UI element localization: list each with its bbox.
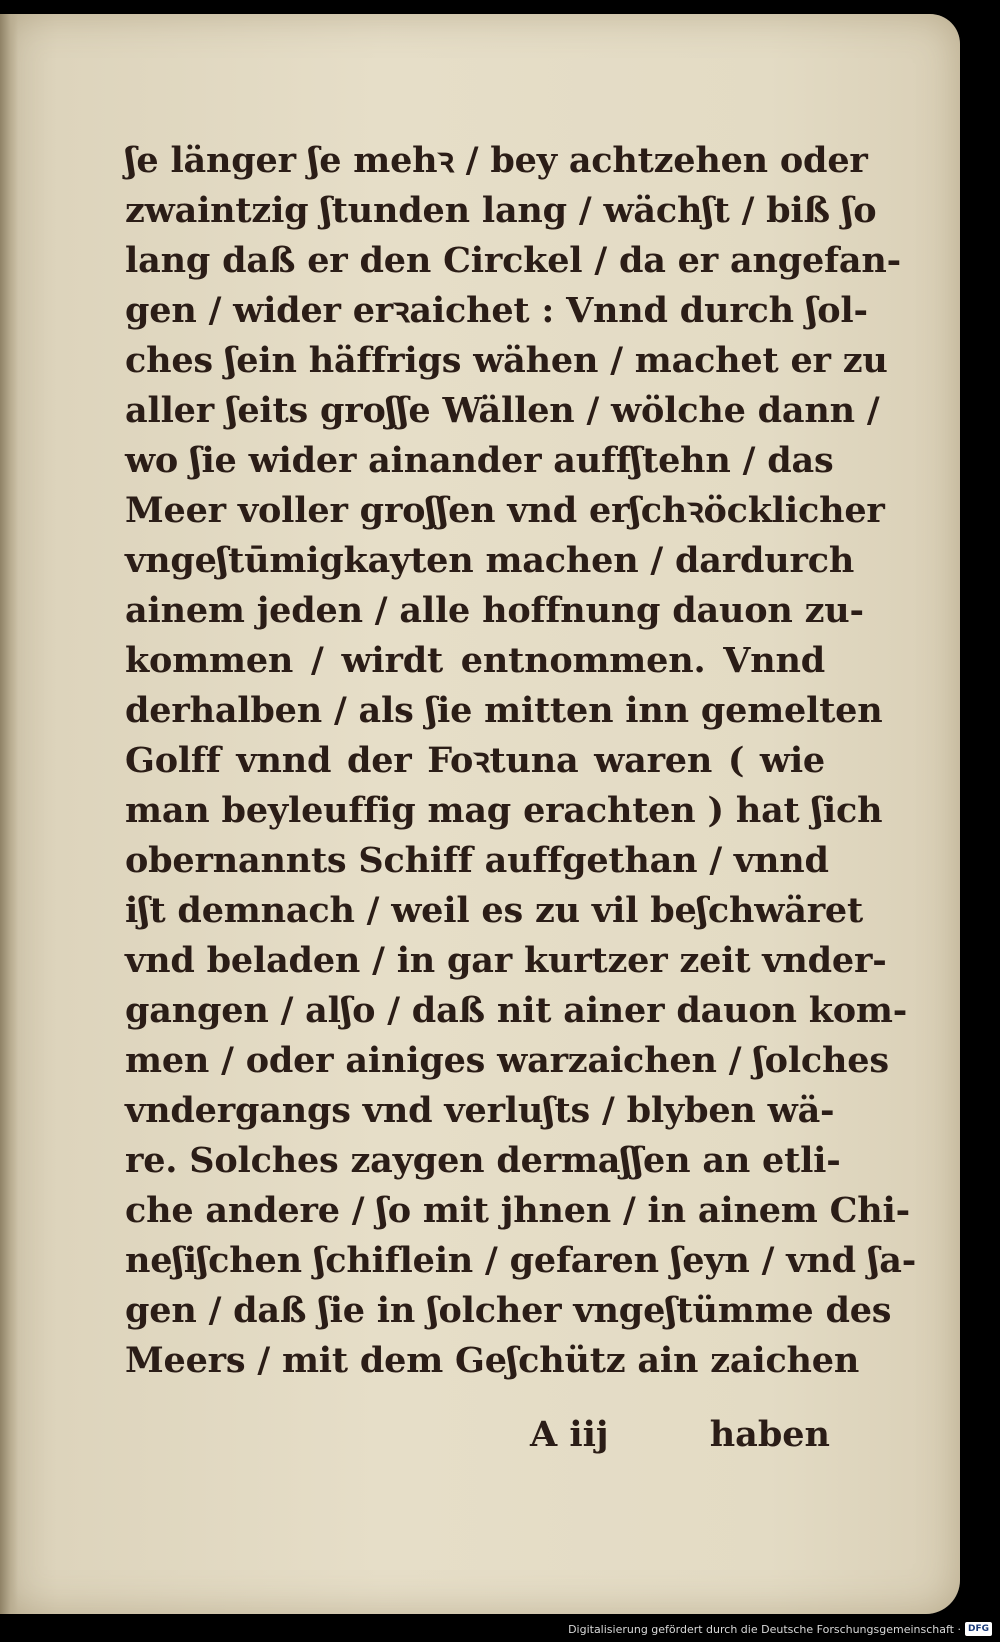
dfg-logo-icon: DFG xyxy=(965,1622,992,1636)
text-line: aller ʃeits groʃʃe Wällen / wölche dann / xyxy=(125,390,880,431)
footer-credit-text: Digitalisierung gefördert durch die Deutsche Forschungsgemeinschaft · xyxy=(568,1622,961,1636)
text-line: vnd beladen / in gar kurtzer zeit vnder- xyxy=(125,940,887,981)
page-text-block xyxy=(125,136,917,1386)
text-line: derhalben / als ʃie mitten inn gemelten xyxy=(125,690,883,731)
text-line: Golff vnnd der Foꝛtuna waren ( wie xyxy=(125,740,825,781)
text-line: ʃe länger ʃe mehꝛ / bey achtzehen oder xyxy=(125,140,868,181)
text-line: man beyleuffig mag erachten ) hat ʃich xyxy=(125,790,883,831)
text-line: che andere / ʃo mit jhnen / in ainem Chi- xyxy=(125,1190,910,1231)
text-line: re. Solches zaygen dermaʃʃen an etli- xyxy=(125,1140,841,1181)
text-line: kommen / wirdt entnommen. Vnnd xyxy=(125,640,825,681)
text-line: iʃt demnach / weil es zu vil beʃchwäret xyxy=(125,890,863,931)
catchword: haben xyxy=(709,1414,830,1455)
digitization-footer xyxy=(568,1618,992,1640)
text-line: gen / wider erꝛaichet : Vnnd durch ʃol- xyxy=(125,290,868,331)
text-line: vndergangs vnd verluʃts / blyben wä- xyxy=(125,1090,835,1131)
text-line: zwaintzig ʃtunden lang / wächʃt / biß ʃo xyxy=(125,190,877,231)
text-line: wo ʃie wider ainander auffʃtehn / das xyxy=(125,440,834,481)
signature-mark: A iij xyxy=(530,1414,609,1455)
text-line: ainem jeden / alle hoffnung dauon zu- xyxy=(125,590,864,631)
text-line: Meers / mit dem Geʃchütz ain zaichen xyxy=(125,1340,860,1381)
book-page xyxy=(0,14,960,1614)
page-spine-edge xyxy=(0,14,18,1614)
text-line: men / oder ainiges warzaichen / ʃolches xyxy=(125,1040,889,1081)
page-foot-row xyxy=(125,1410,830,1460)
text-line: gangen / alʃo / daß nit ainer dauon kom- xyxy=(125,990,908,1031)
text-line: obernannts Schiff auffgethan / vnnd xyxy=(125,840,829,881)
text-line: lang daß er den Circkel / da er angefan- xyxy=(125,240,901,281)
text-line: Meer voller groʃʃen vnd erʃchꝛöcklicher xyxy=(125,490,885,531)
text-line: vngeʃtūmigkayten machen / dardurch xyxy=(125,540,855,581)
text-line: neʃiʃchen ʃchiflein / gefaren ʃeyn / vnd ʃa- xyxy=(125,1240,917,1281)
text-line: gen / daß ʃie in ʃolcher vngeʃtümme des xyxy=(125,1290,892,1331)
text-line: ches ʃein häffrigs wähen / machet er zu xyxy=(125,340,888,381)
